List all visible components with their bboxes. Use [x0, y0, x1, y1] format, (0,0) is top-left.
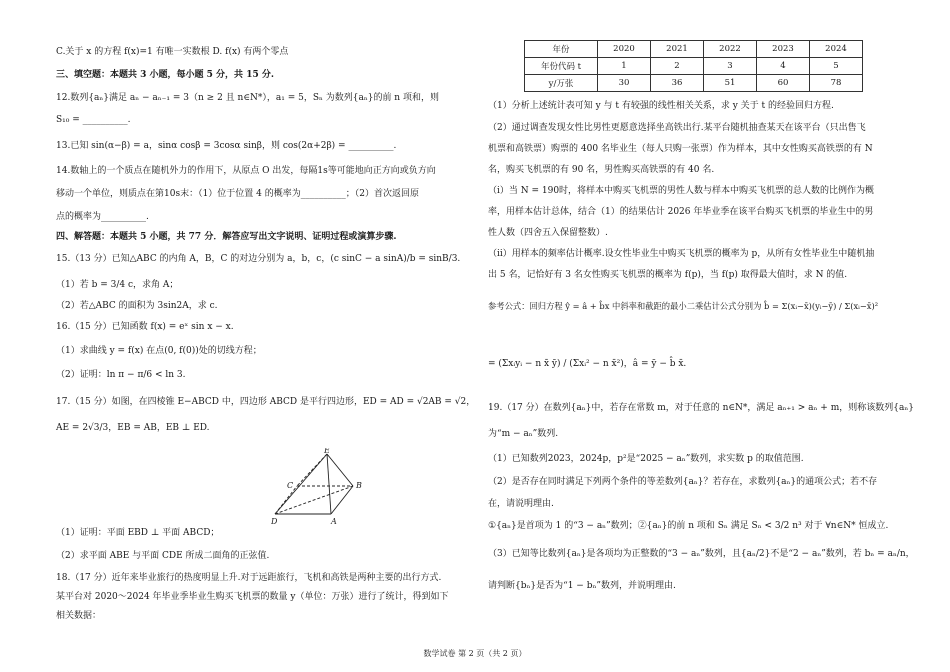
q15-part1: （1）若 b = 3/4 c，求角 A；	[56, 280, 179, 290]
table-cell: 78	[810, 75, 863, 92]
table-cell: 4	[757, 58, 810, 75]
table-cell: 2020	[598, 41, 651, 58]
table-row	[525, 75, 863, 92]
q19-conditions: ①{aₙ}是首项为 1 的“3 − aₙ”数列；②{aₙ}的前 n 项和 Sₙ 满足 Sₙ < 3/2 n³ 对于 ∀n∈N* 恒成立.	[488, 521, 889, 531]
page-footer: 数学试卷 第 2 页（共 2 页）	[423, 649, 527, 658]
q15-part2: （2）若△ABC 的面积为 3sin2A，求 c.	[56, 301, 218, 311]
q18-sub-i-line1: （i）当 N = 190时，将样本中购买飞机票的男性人数与样本中购买飞机票的总人数的比例作为概	[488, 186, 875, 196]
q18-part2-line3: 名，购买飞机票的有 90 名，男性购买高铁票的有 40 名.	[488, 165, 715, 175]
q17-line1: 17.（15 分）如图，在四棱锥 E−ABCD 中，四边形 ABCD 是平行四边形，ED = AD = √2AB = √2，	[56, 397, 476, 407]
table-cell: 2022	[704, 41, 757, 58]
q13: 13.已知 sin(α−β) = a，sinα cosβ = 3cosα sinβ，则 cos(2α+2β) = __________.	[56, 141, 397, 151]
table-row	[525, 58, 863, 75]
edge-EA	[327, 454, 331, 514]
table-row	[525, 41, 863, 58]
table-cell: 2	[651, 58, 704, 75]
q18-line1: 18.（17 分）近年来毕业旅行的热度明显上升.对于远距旅行，飞机和高铁是两种主要的出行方式.	[56, 573, 442, 583]
label-E: E	[324, 448, 330, 455]
table-cell: 1	[598, 58, 651, 75]
q14-line3: 点的概率为__________.	[56, 212, 149, 222]
reference-formula-line1: 参考公式：回归方程 ŷ = â + b̂x 中斜率和截距的最小二乘估计公式分别为 b̂ = Σ(xᵢ−x̄)(yᵢ−ȳ) / Σ(xᵢ−x̄)²	[488, 301, 879, 311]
table-cell: 年份	[525, 41, 598, 58]
q17-part2: （2）求平面 ABE 与平面 CDE 所成二面角的正弦值.	[56, 551, 270, 561]
table-cell: 51	[704, 75, 757, 92]
table-cell: 36	[651, 75, 704, 92]
label-B: B	[356, 481, 362, 490]
reference-formula-line2: = (Σxᵢyᵢ − n x̄ ȳ) / (Σxᵢ² − n x̄²)，â = ȳ − b̂ x̄.	[488, 359, 687, 369]
section-answer-heading: 四、解答题：本题共 5 小题，共 77 分．解答应写出文字说明、证明过程或演算步骤.	[56, 232, 397, 242]
option-c-d: C.关于 x 的方程 f(x)=1 有唯一实数根 D. f(x) 有两个零点	[56, 47, 289, 57]
q18-part2-line1: （2）通过调查发现女性比男性更愿意选择坐高铁出行.某平台随机抽查某天在该平台（只出售飞	[488, 123, 866, 133]
q18-sub-ii-line2: 出 5 名，记恰好有 3 名女性购买飞机票的概率为 f(p)，当 f(p) 取得最大值时，求 N 的值.	[488, 270, 848, 280]
label-A: A	[331, 517, 337, 526]
q18-sub-i-line2: 率，用样本估计总体，结合（1）的结果估计 2026 年毕业季在该平台购买飞机票的毕业生中的男	[488, 207, 874, 217]
q15-stem: 15.（13 分）已知△ABC 的内角 A，B，C 的对边分别为 a，b，c，(c sinC − a sinA)/b = sinB/3.	[56, 254, 461, 264]
q18-sub-i-line3: 性人数（四舍五入保留整数）.	[488, 228, 608, 238]
edge-EC	[297, 454, 327, 486]
q19-part3-line1: （3）已知等比数列{aₙ}是各项均为正整数的“3 − aₙ”数列，且{aₙ/2}不是“2 − aₙ”数列，若 bₙ = aₙ/n，	[488, 549, 915, 559]
label-C: C	[287, 481, 294, 490]
table-cell: 3	[704, 58, 757, 75]
q17-line2: AE = 2√3/3，EB = AB，EB ⊥ ED.	[56, 423, 210, 433]
q18-line3: 相关数据：	[56, 611, 102, 621]
q16-part1: （1）求曲线 y = f(x) 在点(0, f(0))处的切线方程；	[56, 346, 262, 356]
q19-part1: （1）已知数列2023，2024p，p²是“2025 − aₙ”数列，求实数 p 的取值范围.	[488, 454, 804, 464]
q14-line1: 14.数轴上的一个质点在随机外力的作用下，从原点 O 出发，每隔1s等可能地向正方向或负方向	[56, 166, 436, 176]
q12-line2: S₁₀ = __________.	[56, 115, 131, 125]
table-cell: 2023	[757, 41, 810, 58]
q19-part2-line2: 在，请说明理由.	[488, 499, 554, 509]
q19-part2-line1: （2）是否存在同时满足下列两个条件的等差数列{aₙ}？若存在，求数列{aₙ}的通项公式；若不存	[488, 477, 878, 487]
right-column	[488, 0, 915, 672]
label-D: D	[271, 517, 278, 526]
table-cell: 60	[757, 75, 810, 92]
q19-part3-line2: 请判断{bₙ}是否为“1 − bₙ”数列，并说明理由.	[488, 581, 676, 591]
q18-line2: 某平台对 2020～2024 年毕业季毕业生购买飞机票的数量 y（单位：万张）进行了统计，得到如下	[56, 592, 449, 602]
edge-EB	[327, 454, 353, 486]
q16-part2: （2）证明：ln π − π/6 < ln 3.	[56, 370, 186, 380]
table-cell: 5	[810, 58, 863, 75]
data-table	[524, 40, 863, 92]
q14-line2: 移动一个单位，则质点在第10s末：（1）位于位置 4 的概率为__________；（2）首次返回原	[56, 189, 419, 199]
table-cell: 2021	[651, 41, 704, 58]
table-cell: 2024	[810, 41, 863, 58]
table-cell: 年份代码 t	[525, 58, 598, 75]
q18-part1: （1）分析上述统计表可知 y 与 t 有较强的线性相关关系，求 y 关于 t 的经验回归方程.	[488, 101, 834, 111]
q18-part2-line2: 机票和高铁票）购票的 400 名毕业生（每人只购一张票）作为样本，其中女性购买高铁票的有 N	[488, 144, 873, 154]
pyramid-figure	[271, 448, 381, 528]
table-cell: 30	[598, 75, 651, 92]
section-fill-blank-heading: 三、填空题：本题共 3 小题，每小题 5 分，共 15 分.	[56, 70, 274, 80]
q19-stem-line1: 19.（17 分）在数列{aₙ}中，若存在常数 m，对于任意的 n∈N*，满足 aₙ₊₁ > aₙ + m，则称该数列{aₙ}	[488, 403, 914, 413]
q12-line1: 12.数列{aₙ}满足 aₙ − aₙ₋₁ = 3（n ≥ 2 且 n∈N*），a₁ = 5，Sₙ 为数列{aₙ}的前 n 项和，则	[56, 93, 439, 103]
q17-part1: （1）证明：平面 EBD ⊥ 平面 ABCD；	[56, 528, 220, 538]
q16-stem: 16.（15 分）已知函数 f(x) = eˣ sin x − x.	[56, 322, 234, 332]
q19-stem-line2: 为“m − aₙ”数列.	[488, 429, 559, 439]
q18-sub-ii-line1: （ii）用样本的频率估计概率.设女性毕业生中购买飞机票的概率为 p，从所有女性毕业生中随机抽	[488, 249, 875, 259]
table-cell: y/万张	[525, 75, 598, 92]
